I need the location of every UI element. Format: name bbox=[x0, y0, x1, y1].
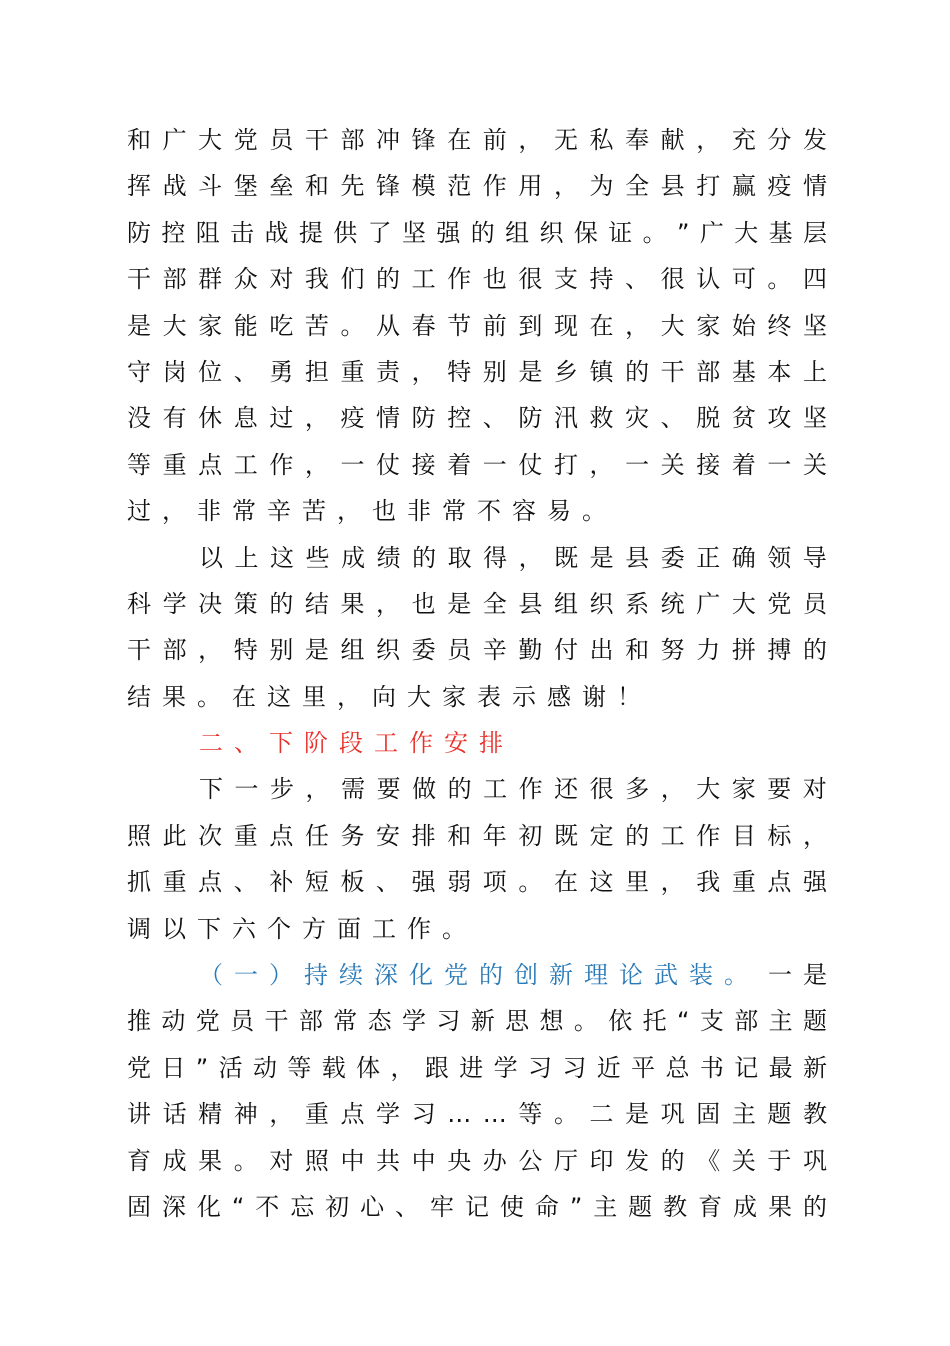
text-line: 干 部 群 众 对 我 们 的 工 作 也 很 支 持 、 很 认 可 。 四 bbox=[127, 265, 827, 294]
subsection-line bbox=[127, 952, 838, 998]
text-line: 调以下六个方面工作。 bbox=[127, 914, 477, 943]
text-line: 和 广 大 党 员 干 部 冲 锋 在 前 ， 无 私 奉 献 ， 充 分 发 bbox=[127, 126, 827, 154]
text-line: 等 重 点 工 作 ， 一 仗 接 着 一 仗 打 ， 一 关 接 着 一 关 bbox=[127, 450, 827, 479]
text-line: 育 成 果 。 对 照 中 共 中 央 办 公 厅 印 发 的 《 关 于 巩 bbox=[127, 1146, 827, 1175]
text-line: 抓 重 点 、 补 短 板 、 强 弱 项 。 在 这 里 ， 我 重 点 强 bbox=[127, 868, 827, 897]
text-line: 照 此 次 重 点 任 务 安 排 和 年 初 既 定 的 工 作 目 标 ， bbox=[127, 821, 827, 850]
text-line: 下 一 步 ， 需 要 做 的 工 作 还 很 多 ， 大 家 要 对 bbox=[199, 775, 827, 804]
text-line: 干 部 ， 特 别 是 组 织 委 员 辛 勤 付 出 和 努 力 拼 搏 的 bbox=[127, 636, 827, 665]
text-fragment: 一是 bbox=[768, 961, 838, 990]
text-line: 结果。在这里，向大家表示感谢！ bbox=[127, 682, 652, 711]
document-page bbox=[127, 117, 838, 1230]
text-line: 科 学 决 策 的 结 果 ， 也 是 全 县 组 织 系 统 广 大 党 员 bbox=[127, 589, 827, 618]
text-line: 守 岗 位 、 勇 担 重 责 ， 特 别 是 乡 镇 的 干 部 基 本 上 bbox=[127, 357, 827, 386]
text-line: 没 有 休 息 过 ， 疫 情 防 控 、 防 汛 救 灾 、 脱 贫 攻 坚 bbox=[127, 404, 827, 433]
text-line: 是 大 家 能 吃 苦 。 从 春 节 前 到 现 在 ， 大 家 始 终 坚 bbox=[127, 311, 827, 340]
section-heading: 二、下阶段工作安排 bbox=[199, 729, 514, 758]
text-line: 以 上 这 些 成 绩 的 取 得 ， 既 是 县 委 正 确 领 导 bbox=[199, 543, 827, 572]
text-line: 讲 话 精 神 ， 重 点 学 习 … … 等 。 二 是 巩 固 主 题 教 bbox=[127, 1100, 827, 1129]
text-line: 固 深 化 “ 不 忘 初 心 、 牢 记 使 命 ” 主 题 教 育 成 果 的 bbox=[127, 1192, 827, 1221]
text-line: 推 动 党 员 干 部 常 态 学 习 新 思 想 。 依 托 “ 支 部 主 题 bbox=[127, 1007, 827, 1036]
text-line: 过，非常辛苦，也非常不容易。 bbox=[127, 497, 617, 526]
text-line: 防 控 阻 击 战 提 供 了 坚 强 的 组 织 保 证 。 ” 广 大 基 层 bbox=[127, 218, 827, 247]
subsection-heading: （一）持续深化党的创新理论武装。 bbox=[199, 961, 759, 990]
text-line: 挥 战 斗 堡 垒 和 先 锋 模 范 作 用 ， 为 全 县 打 赢 疫 情 bbox=[127, 172, 827, 201]
text-line: 党 日 ” 活 动 等 载 体 ， 跟 进 学 习 习 近 平 总 书 记 最 新 bbox=[127, 1053, 827, 1082]
